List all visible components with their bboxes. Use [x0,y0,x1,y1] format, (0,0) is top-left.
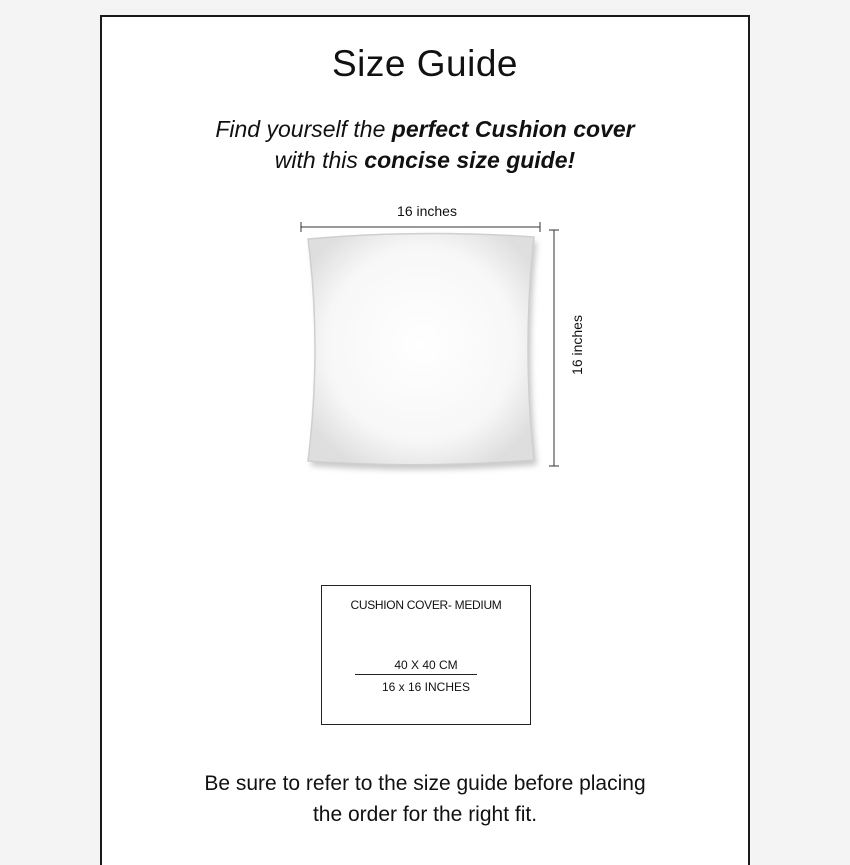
size-guide-sheet [100,15,750,865]
tagline-line-2-emphasis: concise size guide! [364,147,576,173]
fit-note [102,768,748,830]
spec-card-title: CUSHION COVER- MEDIUM [350,598,502,612]
fit-note-line-1: Be sure to refer to the size guide before placing [204,772,646,795]
spec-divider [355,674,477,675]
tagline-line-2-text: with this [274,147,365,173]
cushion-drawing [102,17,752,497]
spec-imperial-size: 16 x 16 INCHES [381,680,471,694]
fit-note-line-2: the order for the right fit. [312,803,538,826]
width-label: 16 inches [397,203,457,219]
size-spec-card [321,585,531,725]
tagline-line-1-text: Find yourself the [215,116,392,142]
page-title: Size Guide [332,43,518,84]
cushion-body [308,233,534,464]
tagline-line-1-emphasis: perfect Cushion cover [391,116,635,142]
height-label: 16 inches [569,315,585,375]
cushion-illustration [102,17,748,497]
width-dimension-line [301,222,540,232]
spec-metric-size: 40 X 40 CM [394,658,458,672]
height-dimension-line [549,230,559,466]
